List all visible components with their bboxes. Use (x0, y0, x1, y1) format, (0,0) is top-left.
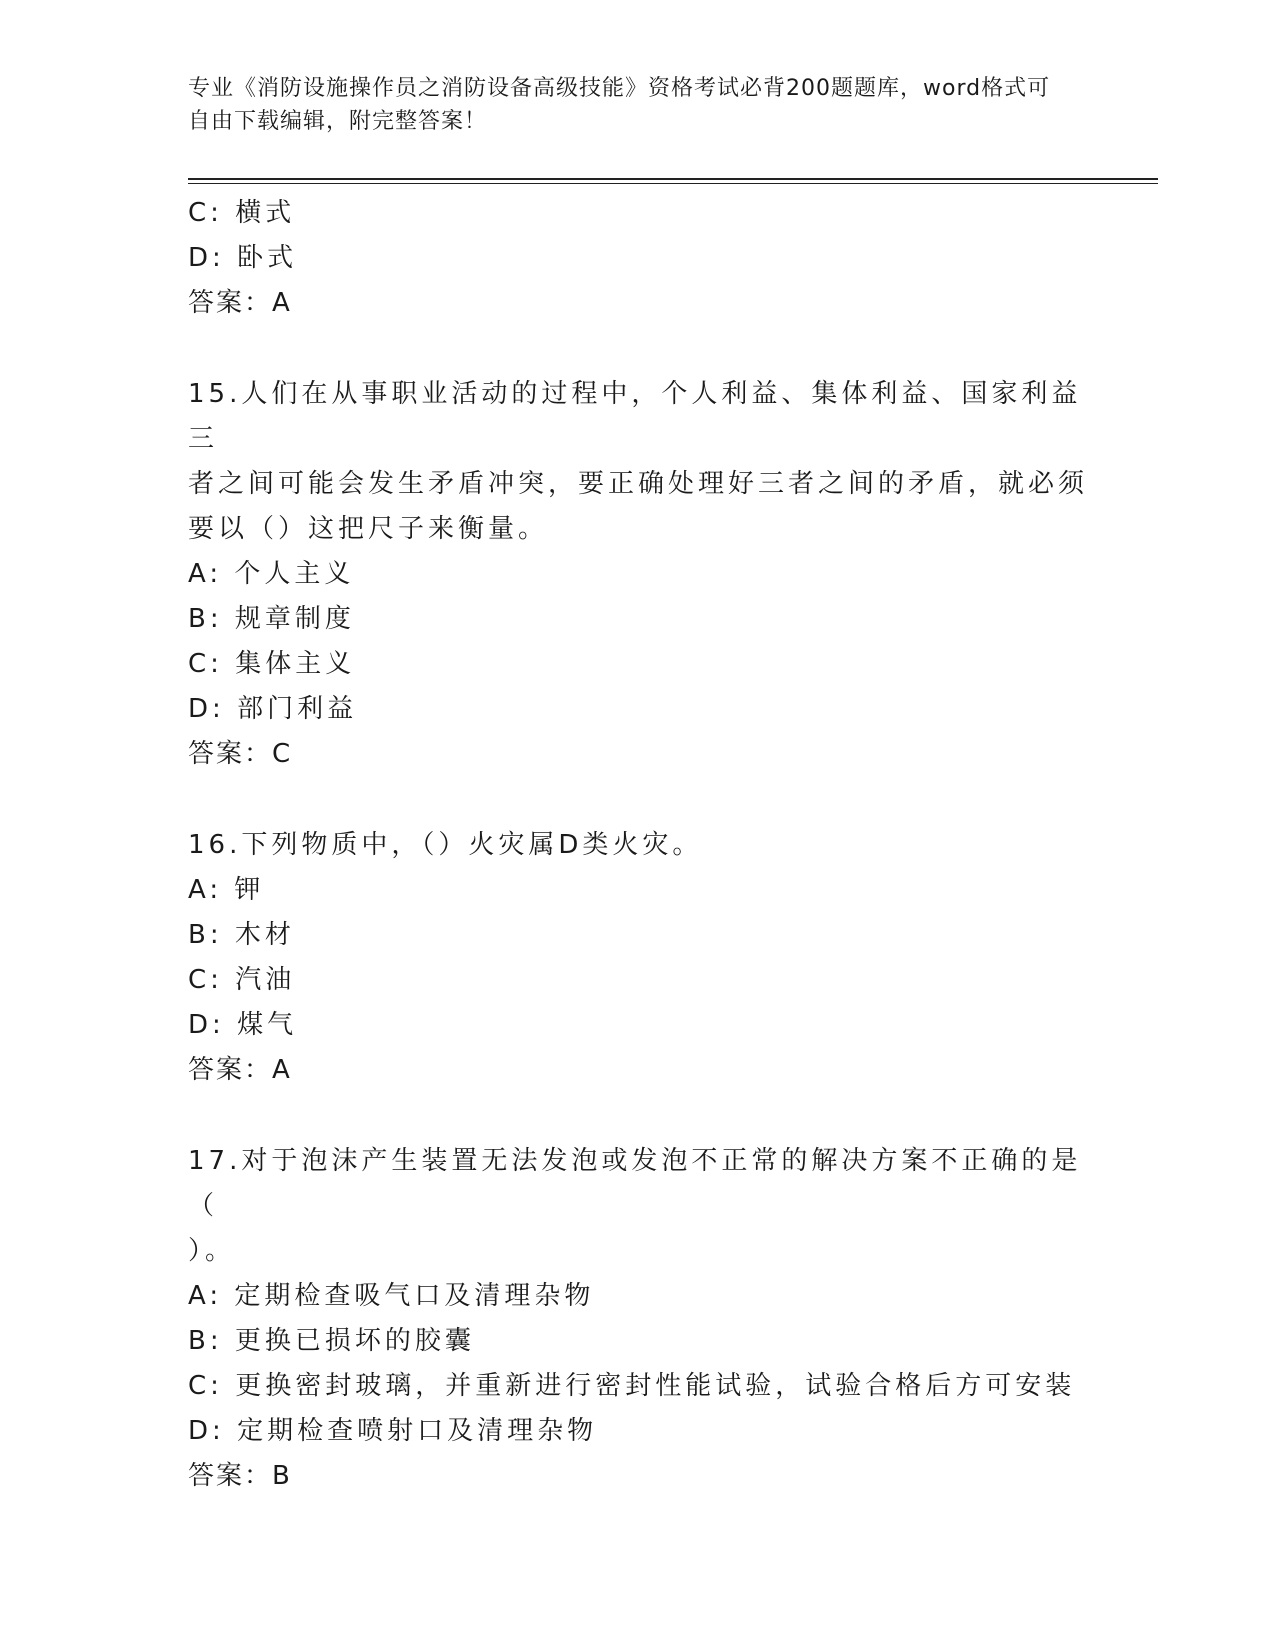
answer-value: C (272, 739, 295, 769)
answer-line: 答案：A (188, 1055, 294, 1085)
question-number: 17. (188, 1146, 242, 1176)
header-rule-thin (188, 183, 1158, 184)
question-stem-line: ）。 (188, 1236, 236, 1266)
answer-value: A (272, 1055, 294, 1085)
question-number: 15. (188, 379, 242, 409)
option-line: C: 横式 (188, 198, 296, 228)
option-line: C: 更换密封玻璃，并重新进行密封性能试验，试验合格后方可安装 (188, 1371, 1076, 1401)
question-16 (188, 823, 1088, 1093)
option-line: A: 钾 (188, 875, 265, 905)
question-14-continuation (188, 191, 1088, 326)
question-stem-line: 15.人们在从事职业活动的过程中，个人利益、集体利益、国家利益三 (188, 379, 1082, 454)
option-line: C: 集体主义 (188, 649, 356, 679)
option-line: C: 汽油 (188, 965, 296, 995)
option-line: A: 个人主义 (188, 559, 355, 589)
question-number: 16. (188, 830, 242, 860)
option-line: D: 煤气 (188, 1010, 298, 1040)
answer-line: 答案：A (188, 288, 294, 318)
option-line: B: 更换已损坏的胶囊 (188, 1326, 475, 1356)
option-line: B: 规章制度 (188, 604, 355, 634)
answer-value: B (272, 1461, 294, 1491)
option-line: D: 卧式 (188, 243, 298, 273)
answer-value: A (272, 288, 294, 318)
option-line: D: 定期检查喷射口及清理杂物 (188, 1416, 598, 1446)
question-stem-line: 17.对于泡沫产生装置无法发泡或发泡不正常的解决方案不正确的是（ (188, 1146, 1082, 1221)
question-list (188, 191, 1088, 1499)
answer-line: 答案：C (188, 739, 295, 769)
page-header: 专业《消防设施操作员之消防设备高级技能》资格考试必背200题题库，word格式可自由下载编辑，附完整答案！ (188, 76, 1051, 134)
question-15 (188, 372, 1088, 777)
question-stem-line: 16.下列物质中，（）火灾属D类火灾。 (188, 830, 703, 860)
question-stem-line: 要以（）这把尺子来衡量。 (188, 514, 549, 544)
answer-line: 答案：B (188, 1461, 294, 1491)
option-line: A: 定期检查吸气口及清理杂物 (188, 1281, 595, 1311)
option-line: D: 部门利益 (188, 694, 358, 724)
option-line: B: 木材 (188, 920, 295, 950)
question-17 (188, 1139, 1088, 1499)
header-rule-thick (188, 178, 1158, 180)
question-stem-line: 者之间可能会发生矛盾冲突，要正确处理好三者之间的矛盾，就必须 (188, 469, 1089, 499)
